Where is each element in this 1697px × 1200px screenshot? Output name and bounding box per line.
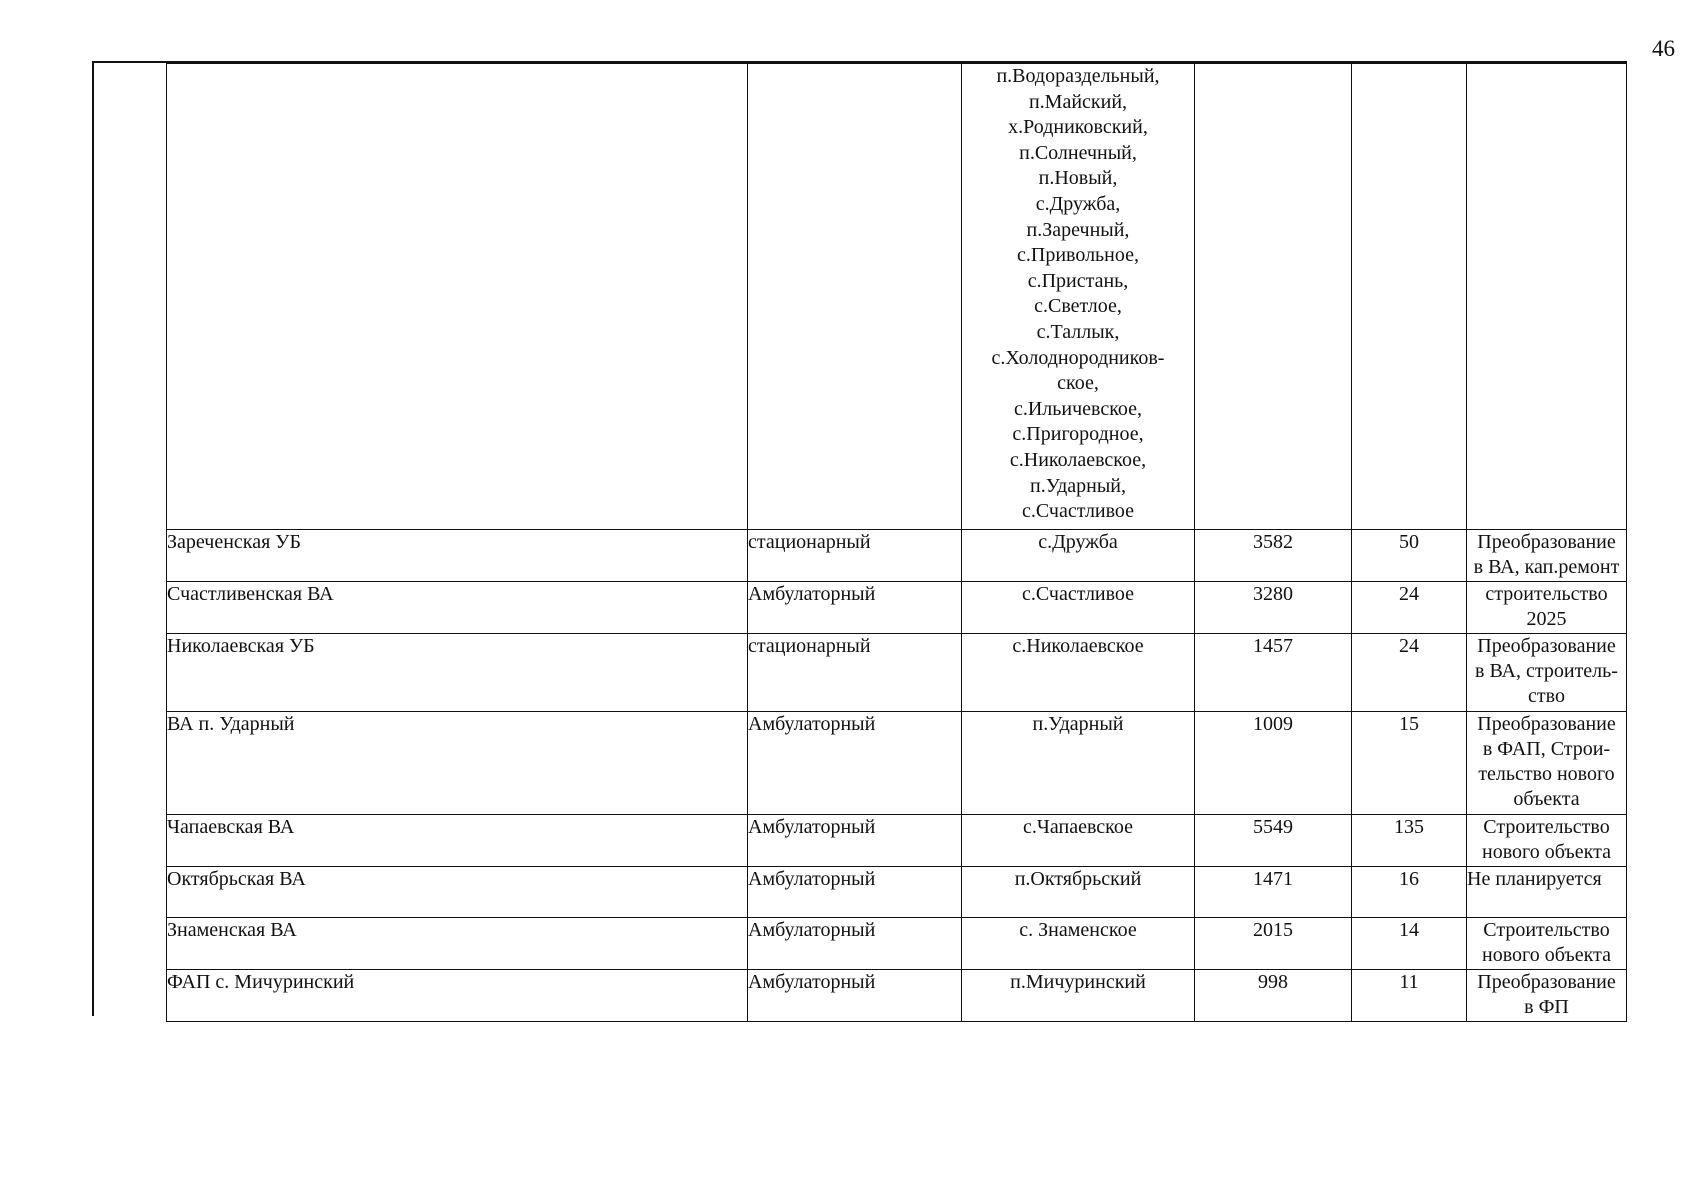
count: 15 bbox=[1352, 712, 1467, 815]
settlement-item: с.Холоднородников- bbox=[991, 346, 1165, 369]
settlements-list-cell bbox=[962, 64, 1195, 530]
facility-name: Зареченская УБ bbox=[167, 530, 748, 582]
population: 1471 bbox=[1195, 867, 1352, 918]
population: 2015 bbox=[1195, 918, 1352, 970]
page-number: 46 bbox=[1652, 36, 1675, 61]
plan-line: 2025 bbox=[1526, 608, 1567, 630]
facility-type: Амбулаторный bbox=[748, 867, 962, 918]
settlement-item: п.Новый, bbox=[1038, 167, 1118, 190]
facility-name: Октябрьская ВА bbox=[167, 867, 748, 918]
facility-name: ВА п. Ударный bbox=[167, 712, 748, 815]
settlement-item: х.Родниковский, bbox=[1008, 116, 1148, 139]
facility-type: стационарный bbox=[748, 634, 962, 712]
count: 24 bbox=[1352, 582, 1467, 634]
table-row bbox=[167, 867, 1627, 918]
population: 5549 bbox=[1195, 815, 1352, 867]
plan-cell bbox=[1467, 64, 1627, 530]
facility-type: Амбулаторный bbox=[748, 970, 962, 1022]
facility-type: стационарный bbox=[748, 530, 962, 582]
count: 11 bbox=[1352, 970, 1467, 1022]
count-cell bbox=[1352, 64, 1467, 530]
count: 16 bbox=[1352, 867, 1467, 918]
table-row bbox=[167, 712, 1627, 815]
population: 998 bbox=[1195, 970, 1352, 1022]
table-row-continuation bbox=[167, 64, 1627, 530]
settlement-item: п.Солнечный, bbox=[1019, 141, 1137, 164]
plan-line: в ВА, строитель- bbox=[1475, 660, 1618, 682]
left-margin-rule bbox=[92, 61, 94, 1016]
facility-name: Знаменская ВА bbox=[167, 918, 748, 970]
plan-line: нового объекта bbox=[1482, 944, 1611, 966]
plan-line: строительство bbox=[1485, 583, 1608, 605]
table-row bbox=[167, 582, 1627, 634]
plan-cell bbox=[1467, 712, 1627, 815]
table-row bbox=[167, 970, 1627, 1022]
facility-type: Амбулаторный bbox=[748, 712, 962, 815]
facilities-table bbox=[166, 63, 1627, 1022]
plan-line: Преобразование bbox=[1477, 971, 1616, 993]
settlement-item: с.Дружба, bbox=[1035, 192, 1121, 215]
plan-line: Строительство bbox=[1483, 816, 1610, 838]
settlement: п.Ударный bbox=[962, 712, 1195, 815]
settlement-item: с.Пригородное, bbox=[1012, 423, 1144, 446]
facility-type: Амбулаторный bbox=[748, 918, 962, 970]
plan-line: нового объекта bbox=[1482, 841, 1611, 863]
table-row bbox=[167, 634, 1627, 712]
settlement-item: п.Майский, bbox=[1028, 90, 1128, 113]
population-cell bbox=[1195, 64, 1352, 530]
population: 3582 bbox=[1195, 530, 1352, 582]
settlement-item: с.Ильичевское, bbox=[1013, 397, 1143, 420]
facility-name: Счастливенская ВА bbox=[167, 582, 748, 634]
plan-cell bbox=[1467, 815, 1627, 867]
count: 24 bbox=[1352, 634, 1467, 712]
settlement-item: п.Ударный, bbox=[1030, 474, 1126, 497]
table-row bbox=[167, 530, 1627, 582]
plan-cell bbox=[1467, 918, 1627, 970]
settlement-item: п.Заречный, bbox=[1026, 218, 1130, 241]
settlement-item: с.Таллык, bbox=[1036, 320, 1120, 343]
plan-line: объекта bbox=[1513, 788, 1580, 810]
plan-line: Преобразование bbox=[1477, 531, 1616, 553]
plan-cell bbox=[1467, 970, 1627, 1022]
facility-name: Николаевская УБ bbox=[167, 634, 748, 712]
plan-line: в ФП bbox=[1524, 996, 1569, 1018]
plan-line: тельство нового bbox=[1478, 763, 1615, 785]
plan-line: в ФАП, Строи- bbox=[1482, 738, 1611, 760]
settlement: с.Чапаевское bbox=[962, 815, 1195, 867]
settlement-item: с.Светлое, bbox=[1034, 295, 1122, 318]
settlement: п.Октябрьский bbox=[962, 867, 1195, 918]
facility-type: Амбулаторный bbox=[748, 582, 962, 634]
count: 50 bbox=[1352, 530, 1467, 582]
settlement-item: с.Привольное, bbox=[1017, 244, 1139, 267]
settlement-item: п.Водораздельный, bbox=[996, 65, 1160, 87]
facility-name: ФАП с. Мичуринский bbox=[167, 970, 748, 1022]
plan-line: в ВА, кап.ремонт bbox=[1473, 556, 1620, 578]
population: 1009 bbox=[1195, 712, 1352, 815]
settlement-item: с.Счастливое bbox=[1021, 500, 1135, 523]
settlement: п.Мичуринский bbox=[962, 970, 1195, 1022]
plan-line: Строительство bbox=[1483, 919, 1610, 941]
settlement: с.Дружба bbox=[962, 530, 1195, 582]
population: 1457 bbox=[1195, 634, 1352, 712]
plan-cell bbox=[1467, 582, 1627, 634]
settlement: с.Николаевское bbox=[962, 634, 1195, 712]
name-cell bbox=[167, 64, 748, 530]
plan-cell bbox=[1467, 634, 1627, 712]
plan-line: ство bbox=[1528, 685, 1565, 707]
table-row bbox=[167, 918, 1627, 970]
plan-cell bbox=[1467, 530, 1627, 582]
table-row bbox=[167, 815, 1627, 867]
count: 14 bbox=[1352, 918, 1467, 970]
settlement-item: с.Николаевское, bbox=[1009, 448, 1147, 471]
plan-cell bbox=[1467, 867, 1627, 918]
settlement-item: ское, bbox=[1057, 372, 1099, 395]
type-cell bbox=[748, 64, 962, 530]
facility-name: Чапаевская ВА bbox=[167, 815, 748, 867]
facility-type: Амбулаторный bbox=[748, 815, 962, 867]
settlement-item: с.Пристань, bbox=[1027, 269, 1129, 292]
population: 3280 bbox=[1195, 582, 1352, 634]
plan-line: Не планируется bbox=[1467, 868, 1602, 890]
settlement: с. Знаменское bbox=[962, 918, 1195, 970]
plan-line: Преобразование bbox=[1477, 713, 1616, 735]
plan-line: Преобразование bbox=[1477, 635, 1616, 657]
count: 135 bbox=[1352, 815, 1467, 867]
settlement: с.Счастливое bbox=[962, 582, 1195, 634]
